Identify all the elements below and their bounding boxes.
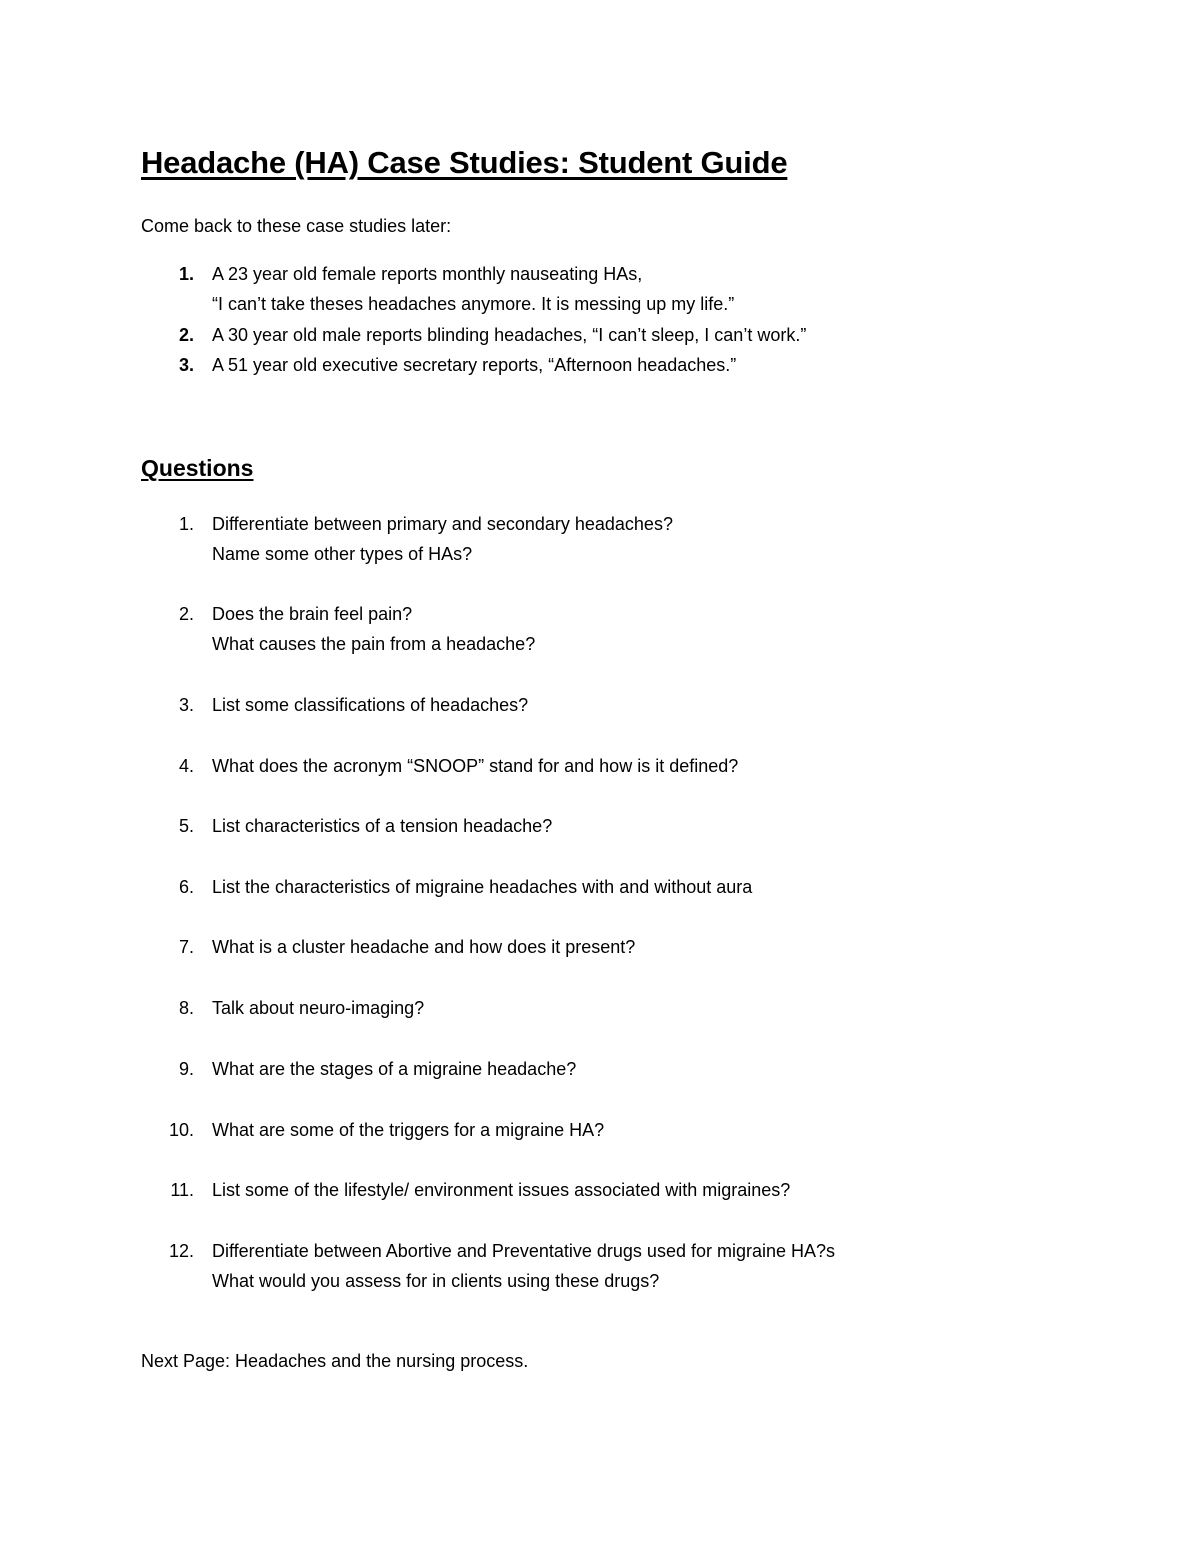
question-item xyxy=(141,1115,1141,1145)
question-text-line: Differentiate between Abortive and Preventative drugs used for migraine HA?s xyxy=(212,1241,836,1261)
question-text-line: Does the brain feel pain? xyxy=(212,604,413,624)
question-text-line: List some of the lifestyle/ environment issues associated with migraines? xyxy=(212,1180,791,1200)
question-text-line: What is a cluster headache and how does it present? xyxy=(212,937,636,957)
case-text-line: A 23 year old female reports monthly nauseating HAs, xyxy=(212,264,643,284)
question-item xyxy=(141,1236,1141,1296)
question-item xyxy=(141,751,1141,781)
question-text-line: Name some other types of HAs? xyxy=(212,544,473,565)
case-item xyxy=(141,350,1141,380)
question-number: 11. xyxy=(170,1180,194,1200)
case-number: 2. xyxy=(178,325,194,345)
next-page-note: Next Page: Headaches and the nursing process. xyxy=(141,1351,529,1371)
question-item xyxy=(141,993,1141,1023)
question-item xyxy=(141,1175,1141,1205)
question-item xyxy=(141,932,1141,962)
question-number: 5. xyxy=(178,816,194,836)
question-number: 3. xyxy=(178,695,194,715)
question-text-line: What are some of the triggers for a migraine HA? xyxy=(212,1120,605,1140)
question-item xyxy=(141,811,1141,841)
case-text-line: A 30 year old male reports blinding headaches, “I can’t sleep, I can’t work.” xyxy=(212,325,807,345)
case-text-line: “I can’t take theses headaches anymore. It is messing up my life.” xyxy=(212,294,735,315)
question-item xyxy=(141,599,1141,659)
question-text-line: What would you assess for in clients using these drugs? xyxy=(212,1271,660,1292)
question-number: 6. xyxy=(178,877,194,897)
question-text-line: Talk about neuro-imaging? xyxy=(212,998,425,1018)
question-text-line: What are the stages of a migraine headache? xyxy=(212,1059,577,1079)
question-number: 7. xyxy=(178,937,194,957)
question-text-line: Differentiate between primary and secondary headaches? xyxy=(212,514,673,534)
question-number: 10. xyxy=(168,1120,194,1140)
question-number: 1. xyxy=(178,514,194,534)
case-number: 3. xyxy=(178,355,194,375)
question-number: 12. xyxy=(168,1241,194,1261)
case-text-line: A 51 year old executive secretary reports, “Afternoon headaches.” xyxy=(212,355,737,375)
questions-heading: Questions xyxy=(141,455,254,481)
question-item xyxy=(141,690,1141,720)
question-item xyxy=(141,1054,1141,1084)
question-text-line: List some classifications of headaches? xyxy=(212,695,529,715)
case-item xyxy=(141,320,1141,350)
case-item xyxy=(141,259,1141,319)
case-number: 1. xyxy=(178,264,194,284)
question-number: 2. xyxy=(178,604,194,624)
question-number: 8. xyxy=(178,998,194,1018)
question-number: 4. xyxy=(178,756,194,776)
document-title: Headache (HA) Case Studies: Student Guide xyxy=(141,145,788,180)
question-text-line: What causes the pain from a headache? xyxy=(212,634,536,655)
question-text-line: List characteristics of a tension headache? xyxy=(212,816,553,836)
question-text-line: What does the acronym “SNOOP” stand for and how is it defined? xyxy=(212,756,739,776)
intro-text: Come back to these case studies later: xyxy=(141,216,452,236)
question-item xyxy=(141,509,1141,569)
question-item xyxy=(141,872,1141,902)
question-text-line: List the characteristics of migraine headaches with and without aura xyxy=(212,877,753,897)
question-number: 9. xyxy=(178,1059,194,1079)
